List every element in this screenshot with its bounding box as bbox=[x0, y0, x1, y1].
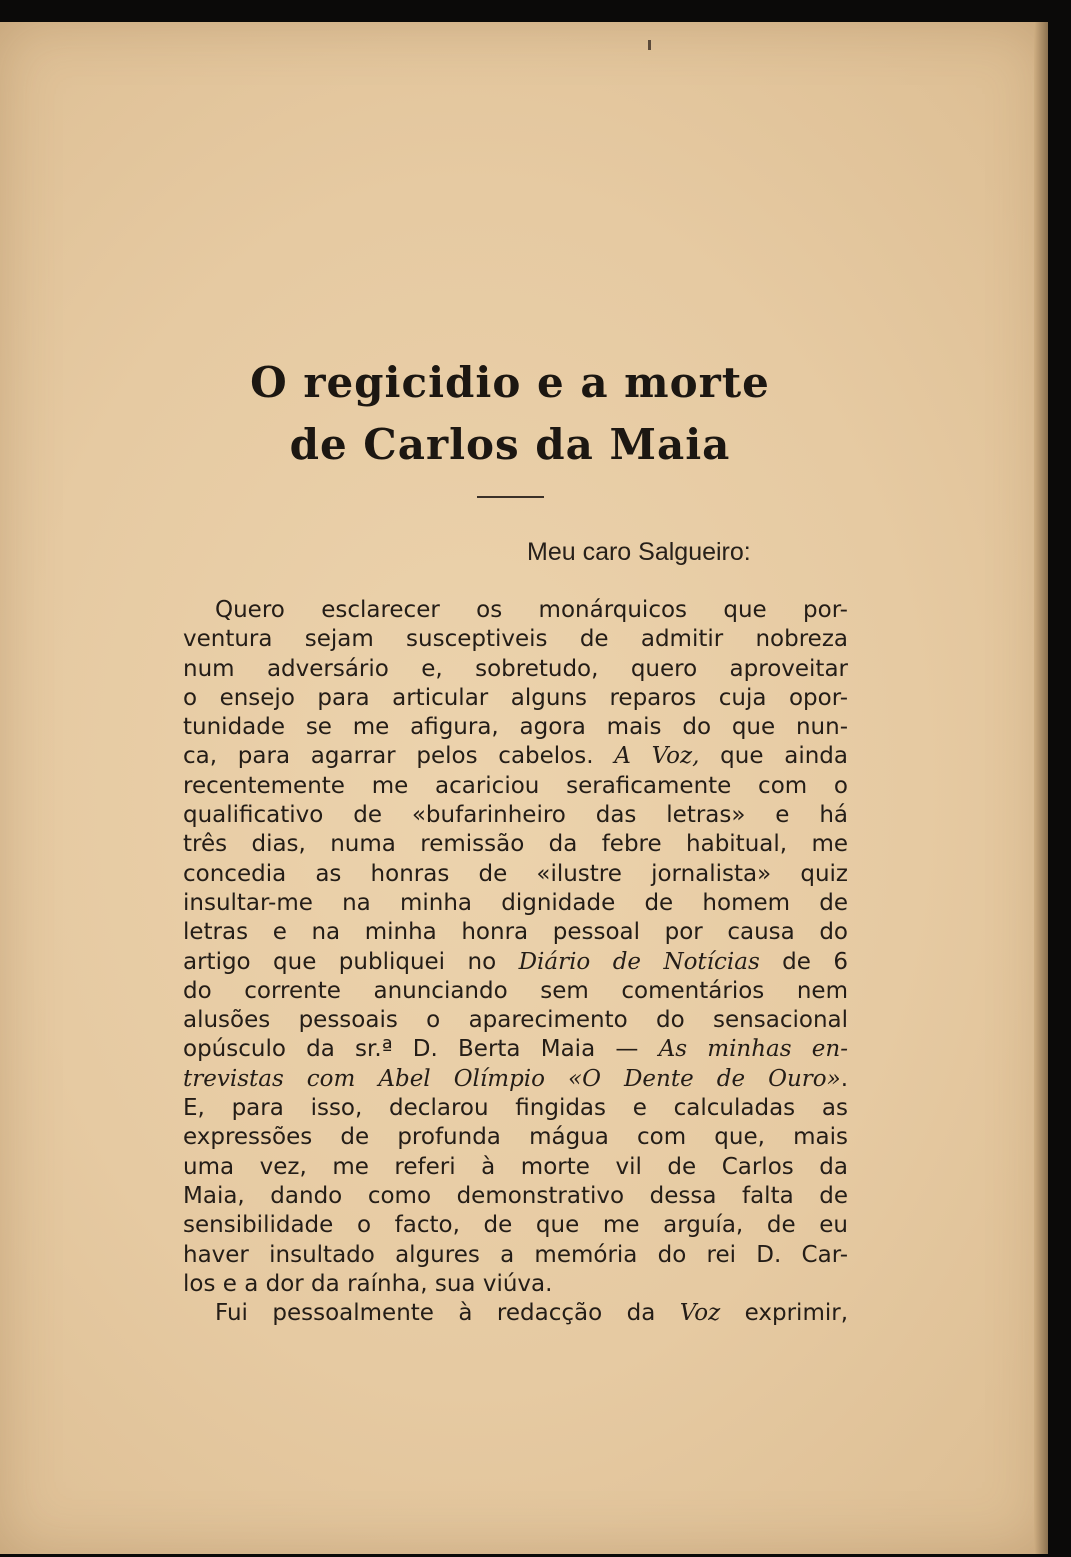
text-line: Quero esclarecer os monárquicos que por- bbox=[215, 597, 848, 623]
title-line-2: de Carlos da Maia bbox=[289, 420, 731, 469]
text-line: três dias, numa remissão da febre habitual, me bbox=[183, 831, 848, 858]
title-divider bbox=[477, 496, 544, 498]
text-line: los e a dor da raínha, sua viúva. bbox=[183, 1270, 553, 1297]
text-line: letras e na minha honra pessoal por causa do bbox=[183, 919, 848, 946]
text-line: haver insultado algures a memória do rei D. Car- bbox=[183, 1241, 848, 1268]
text-line: opúsculo da sr.ª D. Berta Maia — As minhas en- bbox=[183, 1036, 848, 1063]
text-line: trevistas com Abel Olímpio «O Dente de Ouro». bbox=[183, 1065, 848, 1092]
page-edge bbox=[1034, 22, 1048, 1554]
text-line: num adversário e, sobretudo, quero aproveitar bbox=[183, 655, 848, 682]
salutation: Meu caro Salgueiro: bbox=[527, 538, 751, 566]
text-line: recentemente me acariciou seraficamente com o bbox=[183, 772, 848, 799]
text-line-last: Fui pessoalmente à redacção da Voz exprimir, bbox=[215, 1300, 849, 1327]
text-line: Maia, dando como demonstrativo dessa falta de bbox=[183, 1182, 848, 1209]
text-line: sensibilidade o facto, de que me arguía, de eu bbox=[183, 1212, 848, 1239]
print-mark bbox=[648, 40, 651, 50]
text-line: o ensejo para articular alguns reparos cuja opor- bbox=[183, 684, 848, 711]
text-line: E, para isso, declarou fingidas e calculadas as bbox=[183, 1095, 848, 1122]
text-line: qualificativo de «bufarinheiro das letras» e há bbox=[183, 802, 848, 829]
text-line: ventura sejam susceptiveis de admitir nobreza bbox=[183, 626, 848, 653]
text-line: uma vez, me referi à morte vil de Carlos da bbox=[183, 1153, 848, 1180]
text-line: artigo que publiquei no Diário de Notícias de 6 bbox=[183, 948, 848, 975]
text-line: do corrente anunciando sem comentários nem bbox=[183, 977, 848, 1004]
text-line: insultar-me na minha dignidade de homem de bbox=[183, 889, 848, 916]
text-line: alusões pessoais o aparecimento do sensacional bbox=[183, 1007, 848, 1034]
text-line: tunidade se me afigura, agora mais do que nun- bbox=[183, 714, 848, 741]
text-line: ca, para agarrar pelos cabelos. A Voz, que ainda bbox=[183, 743, 848, 770]
body-text bbox=[183, 596, 848, 1328]
page-title bbox=[0, 352, 1020, 476]
title-line-1: O regicidio e a morte bbox=[250, 358, 770, 407]
text-line: expressões de profunda mágua com que, mais bbox=[183, 1124, 848, 1151]
text-line: concedia as honras de «ilustre jornalista» quiz bbox=[183, 860, 848, 887]
document-page bbox=[0, 22, 1048, 1554]
